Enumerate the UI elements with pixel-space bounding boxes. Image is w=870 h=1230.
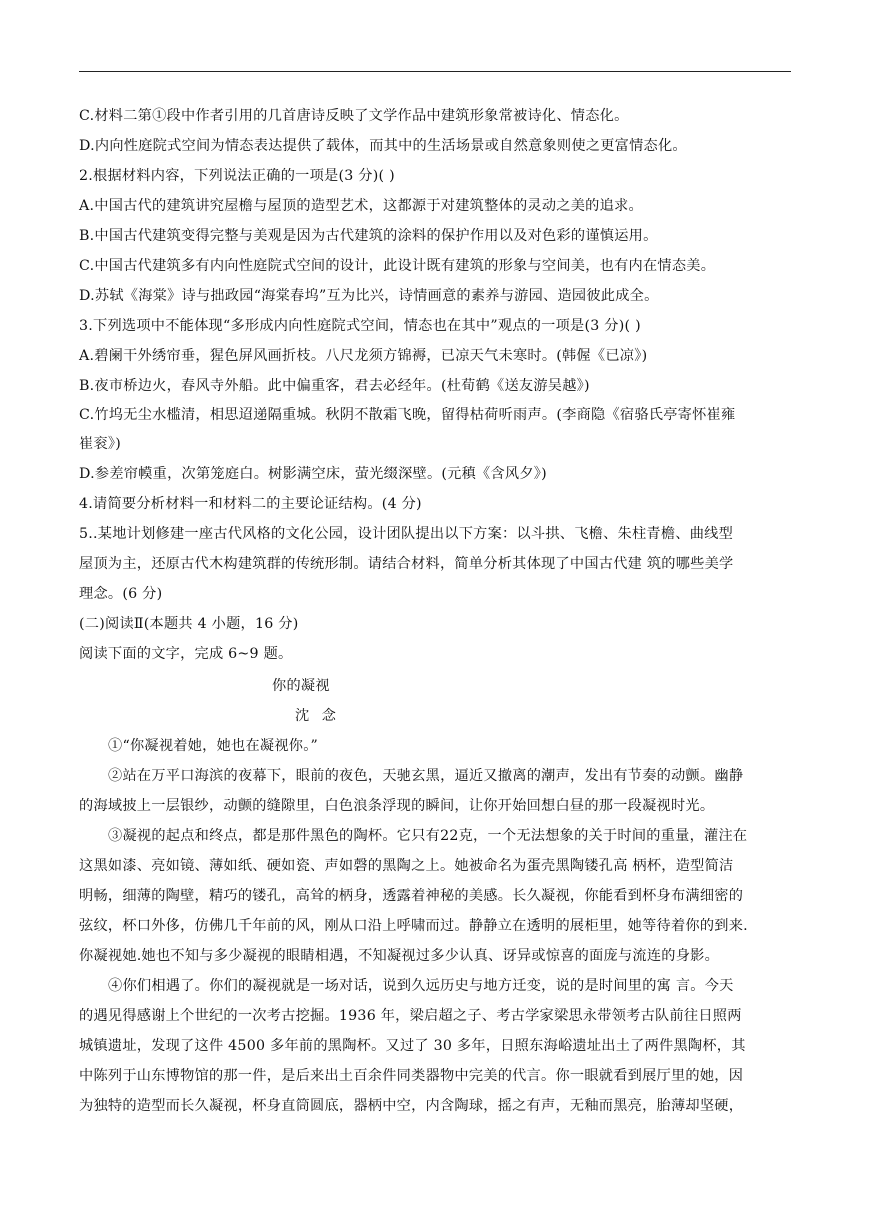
q3-option-c-cont: 崔衮》) <box>79 436 121 452</box>
paragraph-1: ①“你凝视着她，她也在凝视你。” <box>108 738 319 754</box>
paragraph-2-cont: 的海域披上一层银纱，动颤的缝隙里，白色浪条浮现的瞬间，让你开始回想白昼的那一段凝视时光。 <box>79 798 715 814</box>
question-5-points: 理念。(6 分) <box>79 586 163 602</box>
option-c-line: C.材料二第①段中作者引用的几首唐诗反映了文学作品中建筑形象常被诗化、情态化。 <box>79 108 629 124</box>
paragraph-4-cont-1: 的遇见得感谢上个世纪的一次考古挖掘。1936 年，梁启超之子、考古学家梁思永带领考古队前往日照两 <box>79 1008 742 1024</box>
paragraph-2: ②站在万平口海滨的夜幕下，眼前的夜色，天驰玄黑，逼近又撤离的潮声，发出有节奏的动颤。幽静 <box>108 768 744 784</box>
option-d-line: D.内向性庭院式空间为情态表达提供了载体，而其中的生活场景或自然意象则使之更富情态化。 <box>79 138 687 154</box>
paragraph-4-cont-3: 中陈列于山东博物馆的那一件，是后来出土百余件同类器物中完美的代言。你一眼就看到展厅里的她，因 <box>79 1068 744 1084</box>
q3-option-d: D.参差帘幙重，次第笼庭白。树影满空床，萤光缀深壁。(元稹《含风夕》) <box>79 466 547 482</box>
question-5: 5..某地计划修建一座古代风格的文化公园，设计团队提出以下方案：以斗拱、飞檐、朱柱青檐、曲线型 <box>79 526 734 542</box>
paragraph-3-cont-3: 弦纹，杯口外侈，仿佛几千年前的风，刚从口沿上呼啸而过。静静立在透明的展柜里，她等待着你的到来. <box>79 918 748 934</box>
header-rule <box>79 71 791 72</box>
section-heading: (二)阅读Ⅱ(本题共 4 小题，16 分) <box>79 616 299 632</box>
question-4: 4.请简要分析材料一和材料二的主要论证结构。(4 分) <box>79 496 422 512</box>
q2-option-c: C.中国古代建筑多有内向性庭院式空间的设计，此设计既有建筑的形象与空间美，也有内在情态美。 <box>79 258 716 274</box>
reading-instruction: 阅读下面的文字，完成 6~9 题。 <box>79 646 293 662</box>
q3-option-c: C.竹坞无尘水槛清，相思迢递隔重城。秋阴不散霜飞晚，留得枯荷听雨声。(李商隐《宿骆氏亭寄怀崔雍 <box>79 407 736 423</box>
paragraph-3-cont-1: 这黑如漆、亮如镜、薄如纸、硬如瓷、声如磬的黑陶之上。她被命名为蛋壳黑陶镂孔高 柄杯，造型简洁 <box>79 858 734 874</box>
paragraph-4-cont-4: 为独特的造型而长久凝视，杯身直筒圆底，器柄中空，内含陶球，摇之有声，无釉而黑亮，胎薄却坚硬， <box>79 1098 744 1114</box>
paragraph-3-cont-2: 明畅，细薄的陶壁，精巧的镂孔，高耸的柄身，透露着神秘的美感。长久凝视，你能看到杯身布满细密的 <box>79 888 744 904</box>
article-author: 沈 念 <box>295 708 340 724</box>
q2-option-b: B.中国古代建筑变得完整与美观是因为古代建筑的涂料的保护作用以及对色彩的谨慎运用。 <box>79 228 658 244</box>
question-3: 3.下列选项中不能体现“多形成内向性庭院式空间，情态也在其中”观点的一项是(3 分)( ) <box>79 318 641 334</box>
question-5-cont: 屋顶为主，还原古代木构建筑群的传统形制。请结合材料，简单分析其体现了中国古代建 筑的哪些美学 <box>79 556 734 572</box>
q3-option-b: B.夜市桥边火，春风寺外船。此中偏重客，君去必经年。(杜荀鹤《送友游吴越》) <box>79 378 590 394</box>
q3-option-a: A.碧阑干外绣帘垂，猩色屏风画折枝。八尺龙须方锦褥，已凉天气未寒时。(韩偓《已凉》) <box>79 348 648 364</box>
paragraph-3-cont-4: 你凝视她.她也不知与多少凝视的眼睛相遇，不知凝视过多少认真、讶异或惊喜的面庞与流连的身影。 <box>79 948 720 964</box>
paragraph-4-cont-2: 城镇遗址，发现了这件 4500 多年前的黑陶杯。又过了 30 多年，日照东海峪遗址出土了两件黑陶杯，其 <box>79 1038 746 1054</box>
article-title: 你的凝视 <box>272 678 330 694</box>
question-2: 2.根据材料内容，下列说法正确的一项是(3 分)( ) <box>79 168 395 184</box>
paragraph-4: ④你们相遇了。你们的凝视就是一场对话，说到久远历史与地方迁变，说的是时间里的寓 言。今天 <box>108 978 734 994</box>
q2-option-d: D.苏轼《海棠》诗与拙政园“海棠春坞”互为比兴，诗情画意的素养与游园、造园彼此成全。 <box>79 288 659 304</box>
q2-option-a: A.中国古代的建筑讲究屋檐与屋顶的造型艺术，这都源于对建筑整体的灵动之美的追求。 <box>79 198 643 214</box>
paragraph-3: ③凝视的起点和终点，都是那件黑色的陶杯。它只有22克，一个无法想象的关于时间的重量，灌注在 <box>108 828 748 844</box>
